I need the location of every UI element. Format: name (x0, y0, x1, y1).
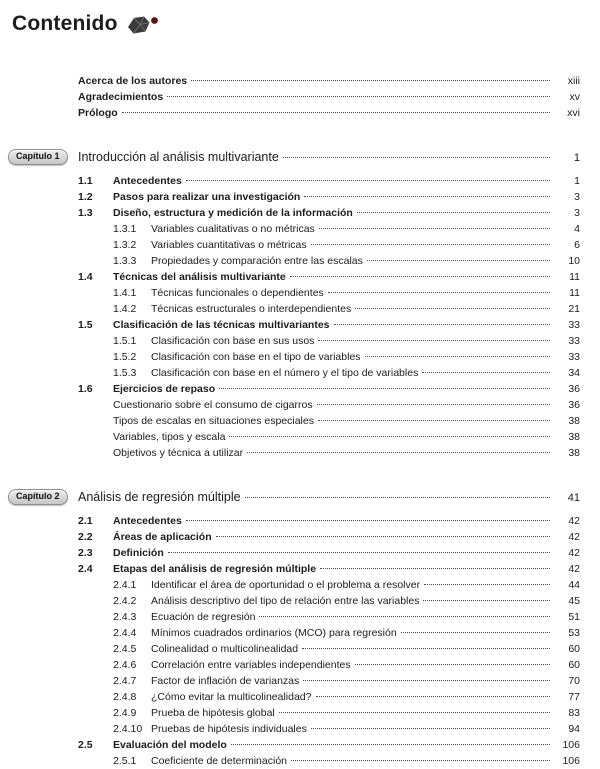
dot-leader (320, 568, 550, 569)
entry-page: 83 (568, 707, 580, 719)
entry-page: 38 (568, 431, 580, 443)
entry-page: 53 (568, 627, 580, 639)
toc-entry (113, 429, 580, 445)
entry-page: 42 (568, 563, 580, 575)
entry-number: 1.3.3 (113, 255, 137, 267)
entry-title: Objetivos y técnica a utilizar (113, 447, 244, 459)
entry-page: 38 (568, 415, 580, 427)
entry-number: 2.4.4 (113, 627, 137, 639)
dot-leader (319, 228, 550, 229)
entry-page: 45 (568, 595, 580, 607)
entry-page: xv (569, 91, 580, 103)
entry-number: 2.2 (78, 531, 93, 543)
entry-page: 38 (568, 447, 580, 459)
toc-entry (78, 737, 580, 753)
entry-number: 1.3.1 (113, 223, 137, 235)
entry-page: 106 (562, 739, 580, 751)
front-matter (8, 73, 580, 121)
dot-leader (229, 436, 550, 437)
entry-number: 2.4.10 (113, 723, 143, 735)
dot-leader (422, 372, 550, 373)
toc-entry (113, 753, 580, 769)
entry-title: Evaluación del modelo (113, 739, 227, 751)
toc-entry (78, 529, 580, 545)
dot-leader (290, 276, 550, 277)
entry-page: 60 (568, 643, 580, 655)
entry-number: 1.5.1 (113, 335, 137, 347)
page-header (8, 8, 580, 43)
page-title: Contenido (12, 12, 118, 35)
entry-page: 36 (568, 399, 580, 411)
entry-number: 2.4.1 (113, 579, 137, 591)
toc-entry (78, 545, 580, 561)
chapter-title: Análisis de regresión múltiple (78, 490, 241, 504)
entry-title: Etapas del análisis de regresión múltiple (113, 563, 317, 575)
entry-page: 3 (574, 191, 580, 203)
dot-leader (317, 404, 550, 405)
entry-number: 1.6 (78, 383, 93, 395)
toc-entry (113, 397, 580, 413)
entry-page: 106 (562, 755, 580, 767)
entry-number: 1.5.2 (113, 351, 137, 363)
entry-page: xiii (567, 75, 580, 87)
entry-title: Pruebas de hipótesis individuales (151, 723, 307, 735)
entry-title: Antecedentes (113, 515, 182, 527)
entry-title: Acerca de los autores (78, 75, 188, 87)
dot-leader (122, 112, 550, 113)
chapter-page: 1 (573, 152, 580, 164)
entry-number: 1.5 (78, 319, 93, 331)
toc-entry (113, 445, 580, 461)
entry-page: 70 (568, 675, 580, 687)
dot-leader (245, 497, 550, 498)
entry-page: 10 (568, 255, 580, 267)
entry-title: Ecuación de regresión (151, 611, 256, 623)
dot-leader (316, 696, 551, 697)
entry-number: 1.3 (78, 207, 93, 219)
dot-leader (355, 308, 550, 309)
chapter-badge: Capítulo 1 (8, 149, 68, 165)
entry-title: Variables, tipos y escala (113, 431, 226, 443)
entry-title: Técnicas del análisis multivariante (113, 271, 286, 283)
dot-leader (168, 552, 550, 553)
entry-page: 42 (568, 531, 580, 543)
dot-leader (303, 680, 550, 681)
dot-leader (334, 324, 550, 325)
entry-title: Pasos para realizar una investigación (113, 191, 301, 203)
entry-page: 1 (574, 175, 580, 187)
dot-leader (311, 244, 550, 245)
entry-title: Colinealidad o multicolinealidad (151, 643, 299, 655)
entry-title: Propiedades y comparación entre las escalas (151, 255, 363, 267)
toc-entry (113, 673, 580, 689)
dot-leader (365, 356, 550, 357)
entry-title: Definición (113, 547, 164, 559)
dot-leader (311, 728, 550, 729)
entry-number: 2.5 (78, 739, 93, 751)
toc-entry (113, 689, 580, 705)
toc-entry (113, 625, 580, 641)
toc-entry (113, 365, 580, 381)
entry-page: xvi (567, 107, 580, 119)
dot-leader (318, 420, 550, 421)
entry-title: Análisis descriptivo del tipo de relación entre las variables (151, 595, 420, 607)
entry-title: Cuestionario sobre el consumo de cigarros (113, 399, 313, 411)
dot-leader (357, 212, 550, 213)
toc-entry (78, 269, 580, 285)
front-matter-entry (78, 89, 580, 105)
entry-number: 2.1 (78, 515, 93, 527)
toc-entry (113, 593, 580, 609)
chapter-title: Introducción al análisis multivariante (78, 150, 279, 164)
dot-leader (423, 600, 550, 601)
chapter-block (8, 488, 580, 769)
chapters (8, 148, 580, 769)
entry-number: 1.1 (78, 175, 93, 187)
toc-entry (78, 189, 580, 205)
toc-entry (78, 561, 580, 577)
entry-number: 2.4.7 (113, 675, 137, 687)
dot-leader (219, 388, 550, 389)
entry-page: 33 (568, 319, 580, 331)
entry-title: Ejercicios de repaso (113, 383, 216, 395)
toc-entry (113, 413, 580, 429)
entry-title: Técnicas funcionales o dependientes (151, 287, 324, 299)
entry-title: Antecedentes (113, 175, 182, 187)
toc-entry (113, 577, 580, 593)
toc-entry (113, 657, 580, 673)
chapter-heading (8, 488, 580, 508)
entry-page: 34 (568, 367, 580, 379)
dot-leader (318, 340, 550, 341)
entry-title: Tipos de escalas en situaciones especiales (113, 415, 314, 427)
dot-leader (367, 260, 550, 261)
entry-page: 51 (568, 611, 580, 623)
toc-entry (113, 721, 580, 737)
entry-title: Técnicas estructurales o interdependientes (151, 303, 352, 315)
dot-leader (216, 536, 550, 537)
entry-page: 44 (568, 579, 580, 591)
entry-title: Prólogo (78, 107, 118, 119)
entry-number: 2.4.6 (113, 659, 137, 671)
dot-leader (279, 712, 550, 713)
toc-entry (113, 237, 580, 253)
publisher-logo-icon (125, 14, 161, 43)
entry-number: 1.4 (78, 271, 93, 283)
dot-leader (283, 157, 550, 158)
entry-title: Coeficiente de determinación (151, 755, 287, 767)
toc-entry (113, 609, 580, 625)
dot-leader (191, 80, 550, 81)
dot-leader (355, 664, 550, 665)
entry-title: Variables cuantitativas o métricas (151, 239, 307, 251)
toc-entry (113, 221, 580, 237)
entry-title: Áreas de aplicación (113, 531, 212, 543)
entry-page: 77 (568, 691, 580, 703)
toc-entry (113, 705, 580, 721)
toc-entry (78, 513, 580, 529)
chapter-block (8, 148, 580, 461)
toc-entry (78, 205, 580, 221)
entry-page: 33 (568, 335, 580, 347)
entry-page: 6 (574, 239, 580, 251)
entry-title: Variables cualitativas o no métricas (151, 223, 315, 235)
dot-leader (328, 292, 550, 293)
entry-number: 2.5.1 (113, 755, 137, 767)
entry-title: Identificar el área de oportunidad o el problema a resolver (151, 579, 421, 591)
entry-number: 1.3.2 (113, 239, 137, 251)
entry-title: ¿Cómo evitar la multicolinealidad? (151, 691, 312, 703)
front-matter-entry (78, 105, 580, 121)
dot-leader (401, 632, 550, 633)
dot-leader (291, 760, 550, 761)
chapter-page: 41 (567, 492, 580, 504)
dot-leader (247, 452, 550, 453)
entry-title: Diseño, estructura y medición de la información (113, 207, 353, 219)
entry-title: Correlación entre variables independientes (151, 659, 351, 671)
entry-number: 2.4.2 (113, 595, 137, 607)
toc-entry (113, 285, 580, 301)
entry-title: Factor de inflación de varianzas (151, 675, 300, 687)
dot-leader (424, 584, 550, 585)
toc-entry (113, 349, 580, 365)
entry-page: 21 (568, 303, 580, 315)
toc-entry (78, 381, 580, 397)
toc-entry (113, 253, 580, 269)
entry-number: 2.3 (78, 547, 93, 559)
entry-number: 1.4.1 (113, 287, 137, 299)
entry-page: 42 (568, 547, 580, 559)
entry-number: 2.4 (78, 563, 93, 575)
entry-number: 1.2 (78, 191, 93, 203)
chapter-badge: Capítulo 2 (8, 489, 68, 505)
entry-page: 11 (569, 271, 580, 283)
dot-leader (231, 744, 550, 745)
entry-title: Prueba de hipótesis global (151, 707, 275, 719)
entry-number: 1.5.3 (113, 367, 137, 379)
entry-number: 1.4.2 (113, 303, 137, 315)
entry-page: 11 (569, 287, 580, 299)
entry-number: 2.4.5 (113, 643, 137, 655)
entry-title: Clasificación con base en el número y el tipo de variables (151, 367, 419, 379)
entry-page: 33 (568, 351, 580, 363)
entry-number: 2.4.3 (113, 611, 137, 623)
entry-title: Clasificación de las técnicas multivariantes (113, 319, 330, 331)
toc-entry (113, 333, 580, 349)
dot-leader (186, 520, 550, 521)
entry-page: 94 (568, 723, 580, 735)
entry-page: 42 (568, 515, 580, 527)
toc-entry (113, 301, 580, 317)
front-matter-entry (78, 73, 580, 89)
entry-page: 36 (568, 383, 580, 395)
entry-page: 4 (574, 223, 580, 235)
chapter-heading (8, 148, 580, 168)
toc-entry (78, 173, 580, 189)
entry-title: Agradecimientos (78, 91, 164, 103)
dot-leader (304, 196, 550, 197)
toc-entry (113, 641, 580, 657)
toc-entry (78, 317, 580, 333)
dot-leader (259, 616, 550, 617)
dot-leader (167, 96, 550, 97)
entry-title: Clasificación con base en sus usos (151, 335, 315, 347)
entry-number: 2.4.8 (113, 691, 137, 703)
entry-number: 2.4.9 (113, 707, 137, 719)
entry-title: Mínimos cuadrados ordinarios (MCO) para regresión (151, 627, 397, 639)
entry-page: 60 (568, 659, 580, 671)
entry-title: Clasificación con base en el tipo de variables (151, 351, 361, 363)
dot-leader (186, 180, 550, 181)
dot-leader (302, 648, 550, 649)
entry-page: 3 (574, 207, 580, 219)
